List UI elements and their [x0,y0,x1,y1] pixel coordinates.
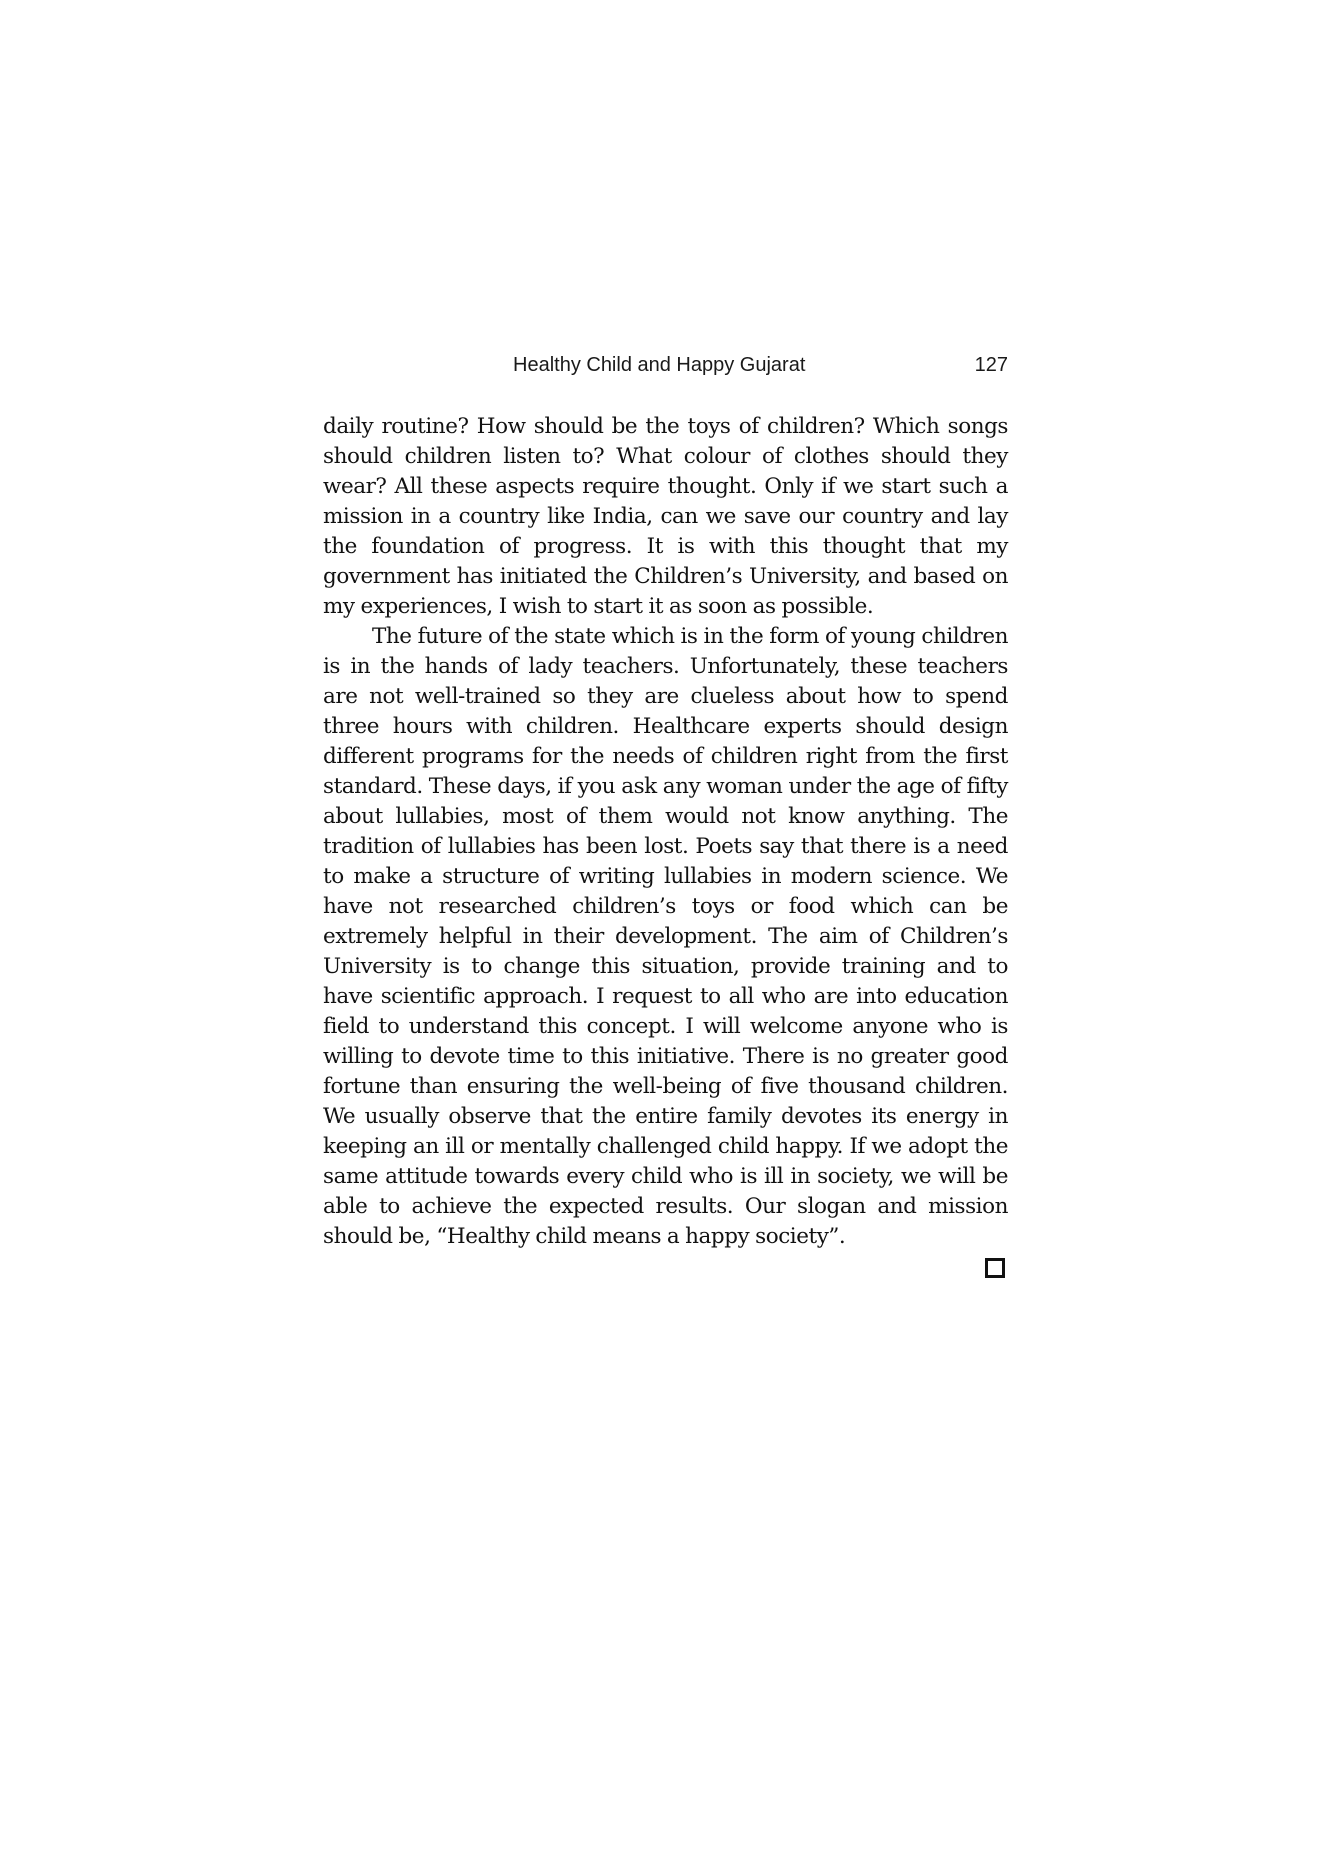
body-text [323,412,1008,1252]
paragraph-future-of-state: The future of the state which is in the form of young children is in the hands of lady teachers. Unfortunately, these teachers are not well-trained so they are clueless about how to spend three hours with children. Healthcare experts should design different programs for the needs of children right from the first standard. These days, if you ask any woman under the age of fifty about lullabies, most of them would not know anything. The tradition of lullabies has been lost. Poets say that there is a need to make a structure of writing lullabies in modern science. We have not researched children’s toys or food which can be extremely helpful in their development. The aim of Children’s University is to change this situation, provide training and to have scientific approach. I request to all who are into education field to understand this concept. I will welcome anyone who is willing to devote time to this initiative. There is no greater good fortune than ensuring the well-being of five thousand children. We usually observe that the entire family devotes its energy in keeping an ill or mentally challenged child happy. If we adopt the same attitude towards every child who is ill in society, we will be able to achieve the expected results. Our slogan and mission should be, “Healthy child means a happy society”. [323,624,1008,1249]
paragraph-continued: daily routine? How should be the toys of children? Which songs should children listen to? What colour of clothes should they wear? All these aspects require thought. Only if we start such a mission in a country like India, can we save our country and lay the foundation of progress. It is with this thought that my government has initiated the Children’s University, and based on my experiences, I wish to start it as soon as possible. [323,414,1008,619]
page-number: 127 [974,354,1008,376]
running-head [323,354,1008,384]
end-of-section-square-icon [985,1258,1005,1278]
running-title: Healthy Child and Happy Gujarat [513,354,806,376]
